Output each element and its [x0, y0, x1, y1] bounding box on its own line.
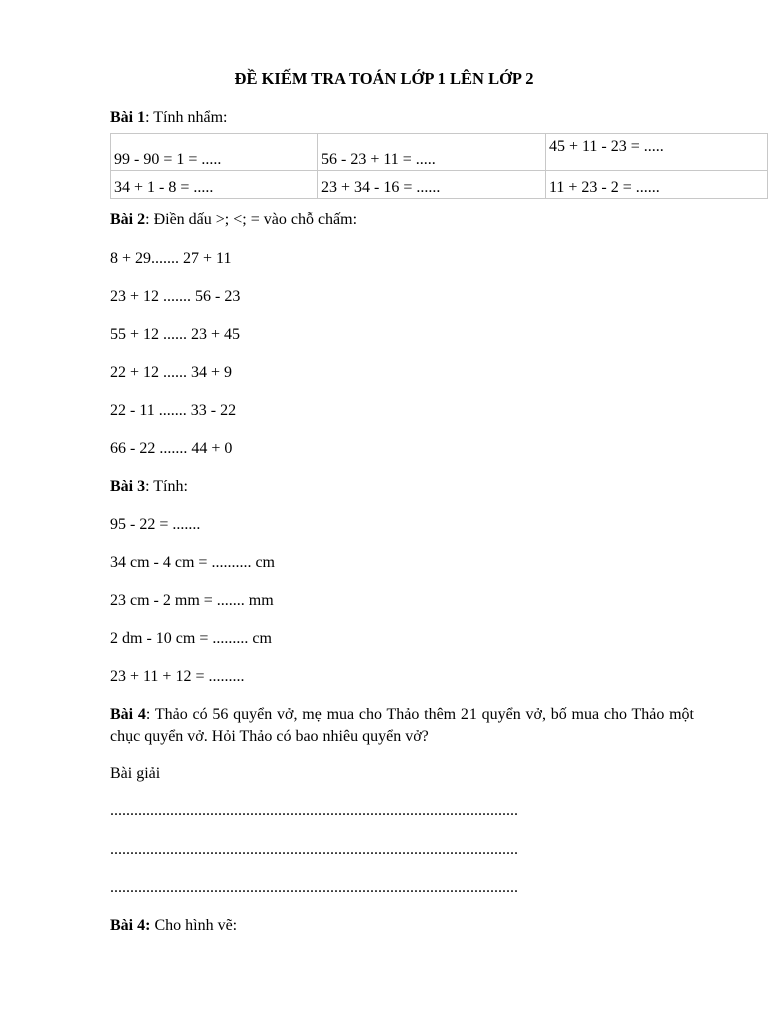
table-cell: 56 - 23 + 11 = .....	[318, 134, 546, 171]
table-cell: 45 + 11 - 23 = .....	[546, 134, 768, 171]
exercise-2-heading	[110, 211, 357, 229]
answer-line: ......................................................................................................	[110, 841, 518, 858]
exercise-2-instruction: : Điền dấu >; <; = vào chỗ chấm:	[145, 211, 358, 228]
exercise-3-label: Bài 3	[110, 478, 146, 495]
exercise-3-item: 23 cm - 2 mm = ....... mm	[110, 592, 274, 609]
exercise-5-text: Cho hình vẽ:	[150, 917, 238, 934]
exercise-5-label: Bài 4:	[110, 917, 151, 934]
exercise-3-instruction: : Tính:	[145, 478, 188, 495]
table-cell: 23 + 34 - 16 = ......	[318, 171, 546, 199]
exercise-2-item: 55 + 12 ...... 23 + 45	[110, 326, 241, 343]
exercise-2-item: 23 + 12 ....... 56 - 23	[110, 288, 241, 305]
exercise-3-item: 2 dm - 10 cm = ......... cm	[110, 630, 272, 647]
answer-line: ......................................................................................................	[110, 802, 518, 819]
exercise-5-heading	[110, 917, 237, 935]
exercise-2-label: Bài 2	[110, 211, 146, 228]
answer-line: ......................................................................................................	[110, 879, 518, 896]
exercise-3-item: 23 + 11 + 12 = .........	[110, 668, 245, 685]
exercise-1-heading	[110, 109, 228, 127]
exercise-3-item: 34 cm - 4 cm = .......... cm	[110, 554, 275, 571]
exercise-3-heading	[110, 478, 188, 496]
table-row	[111, 134, 768, 171]
table-cell: 99 - 90 = 1 = .....	[111, 134, 318, 171]
exercise-2-item: 22 + 12 ...... 34 + 9	[110, 364, 233, 381]
exercise-1-label: Bài 1	[110, 109, 146, 126]
exercise-3-item: 95 - 22 = .......	[110, 516, 201, 533]
exercise-1-instruction: : Tính nhẩm:	[145, 109, 228, 126]
exercise-4-text: : Thảo có 56 quyển vở, mẹ mua cho Thảo thêm 21 quyển vở, bố mua cho Thảo một chục quyển vở. Hỏi Thảo có bao nhiêu quyển vở?	[110, 706, 695, 745]
table-row	[111, 171, 768, 199]
table-cell: 34 + 1 - 8 = .....	[111, 171, 318, 199]
exercise-2-item: 66 - 22 ....... 44 + 0	[110, 440, 233, 457]
page-title: ĐỀ KIẾM TRA TOÁN LỚP 1 LÊN LỚP 2	[234, 69, 534, 88]
table-cell: 11 + 23 - 2 = ......	[546, 171, 768, 199]
exercise-1-table	[110, 133, 768, 199]
exercise-4-label: Bài 4	[110, 706, 146, 723]
exercise-2-item: 8 + 29....... 27 + 11	[110, 250, 232, 267]
solution-label: Bài giải	[110, 765, 161, 782]
exercise-2-item: 22 - 11 ....... 33 - 22	[110, 402, 237, 419]
exercise-4-problem	[110, 704, 694, 748]
